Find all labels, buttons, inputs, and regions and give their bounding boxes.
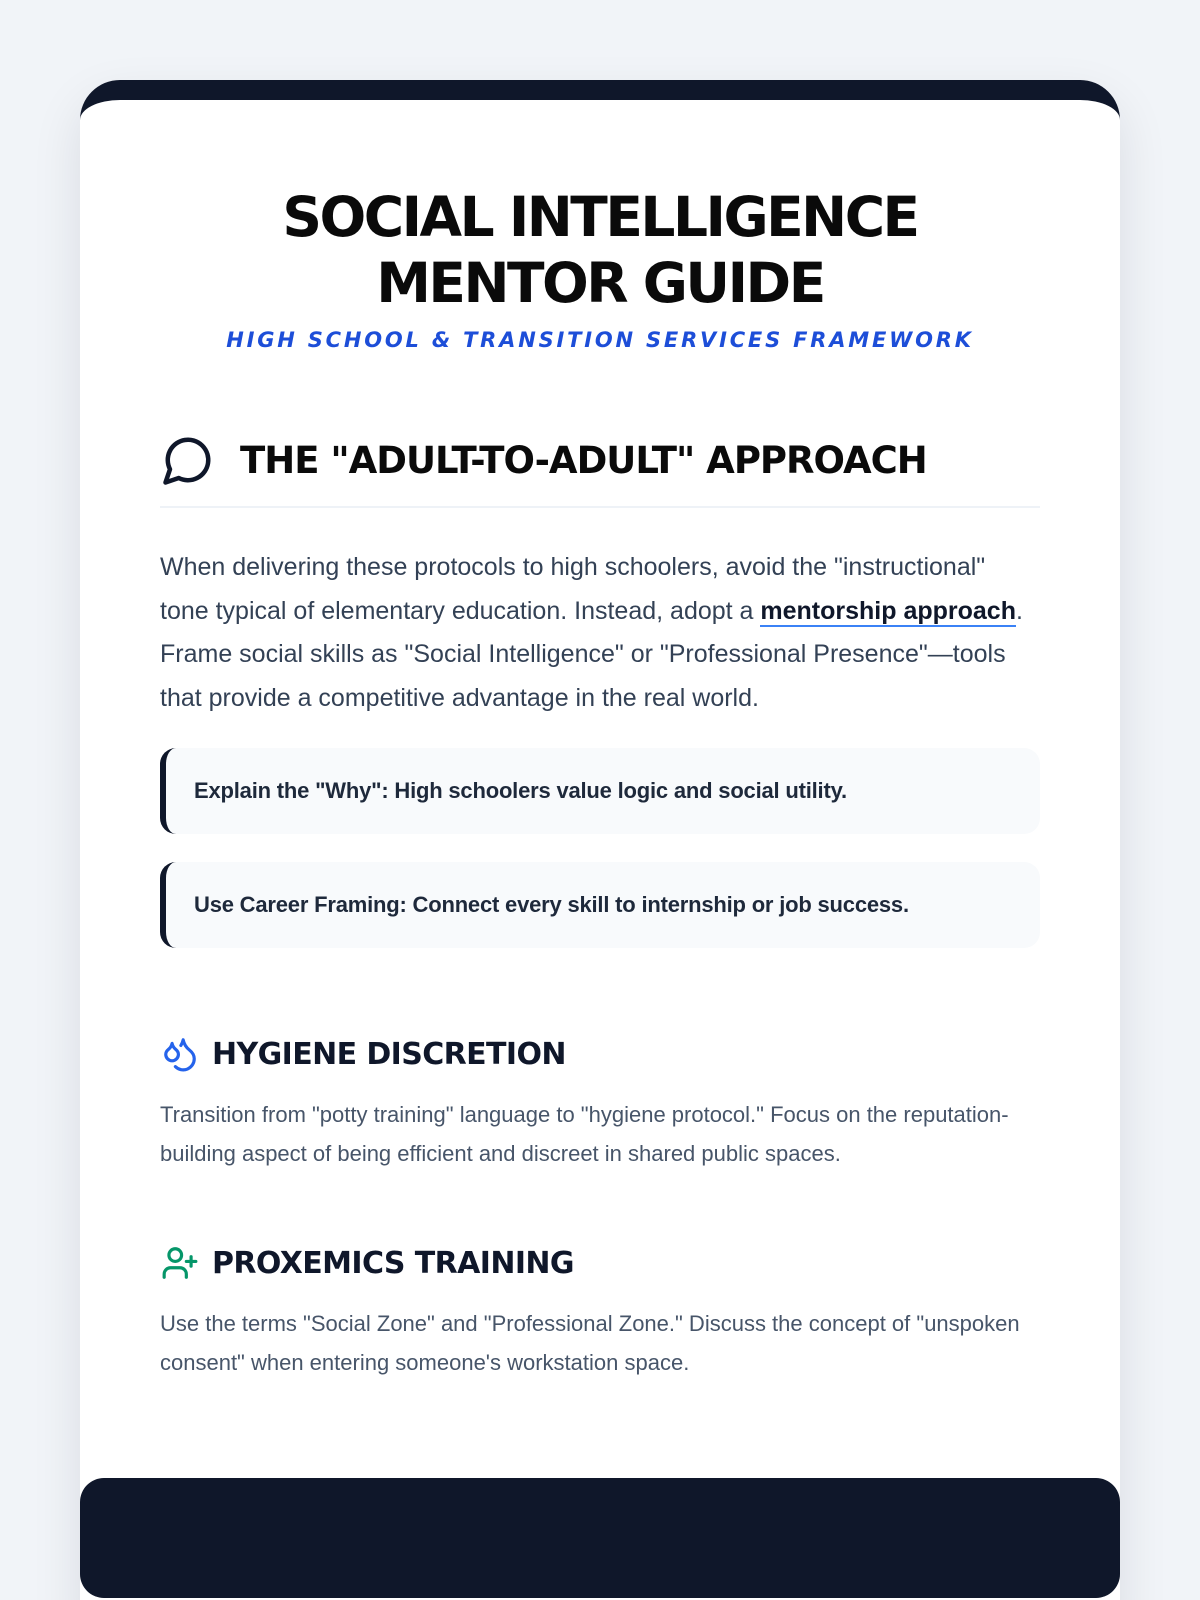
hygiene-text: Transition from "potty training" language to "hygiene protocol." Focus on the reputation-building aspect of being efficient and discreet in shared public spaces. bbox=[160, 1102, 1009, 1166]
approach-lead-paragraph bbox=[160, 546, 1040, 720]
lead-text-start: When delivering these protocols to high schoolers, avoid the "instructional" tone typical of elementary education. Instead, adopt a bbox=[160, 553, 986, 625]
approach-heading: THE "ADULT-TO-ADULT" APPROACH bbox=[240, 438, 927, 482]
footer-panel bbox=[80, 1478, 1120, 1598]
approach-section-header bbox=[160, 432, 1040, 508]
proxemics-text: Use the terms "Social Zone" and "Professional Zone." Discuss the concept of "unspoken consent" when entering someone's workstation space. bbox=[160, 1311, 1020, 1375]
droplets-icon bbox=[160, 1034, 200, 1074]
proxemics-section bbox=[160, 1243, 1040, 1382]
hygiene-section bbox=[160, 1034, 1040, 1173]
guide-content bbox=[80, 184, 1120, 1382]
lead-text-end: . Frame social skills as "Social Intelligence" or "Professional Presence"—tools that provide a competitive advantage in the real world. bbox=[160, 596, 1023, 712]
hygiene-section-header bbox=[160, 1034, 1040, 1074]
proxemics-section-header bbox=[160, 1243, 1040, 1283]
callout-explain-why: Explain the "Why": High schoolers value logic and social utility. bbox=[160, 748, 1040, 834]
title-line-2: MENTOR GUIDE bbox=[376, 251, 824, 315]
page-title bbox=[160, 184, 1040, 316]
guide-card bbox=[80, 80, 1120, 1600]
proxemics-heading: PROXEMICS TRAINING bbox=[212, 1245, 574, 1281]
mentorship-highlight: mentorship approach bbox=[760, 596, 1016, 625]
chat-bubble-icon bbox=[160, 432, 216, 488]
user-plus-icon bbox=[160, 1243, 200, 1283]
callout-career-framing: Use Career Framing: Connect every skill to internship or job success. bbox=[160, 862, 1040, 948]
title-line-1: SOCIAL INTELLIGENCE bbox=[282, 185, 918, 249]
hygiene-heading: HYGIENE DISCRETION bbox=[212, 1036, 566, 1072]
page-subtitle: HIGH SCHOOL & TRANSITION SERVICES FRAMEWORK bbox=[226, 328, 974, 352]
